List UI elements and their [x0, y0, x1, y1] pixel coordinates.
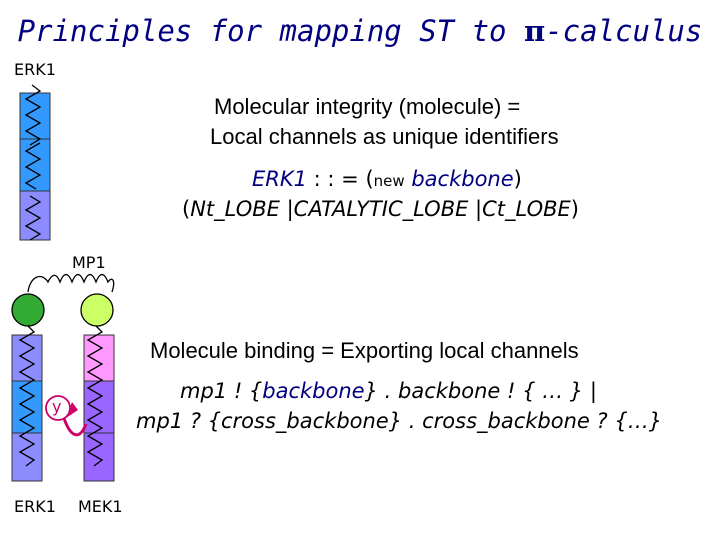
mek1-segment-3 [84, 433, 114, 481]
principle1-line2: Local channels as unique identifiers [210, 124, 559, 149]
mp1-definition-line1: mp1 ! {backbone} . backbone ! { … } | [180, 379, 597, 403]
erk1-definition-line2: (Nt_LOBE |CATALYTIC_LOBE |Ct_LOBE) [182, 197, 579, 221]
erk1-segment-1 [20, 93, 50, 139]
mp1-definition-line2: mp1 ? {cross_backbone} . cross_backbone ? {…} [136, 409, 663, 433]
mp1-coil [28, 275, 114, 293]
pi-symbol: π [523, 14, 546, 48]
principle1-line1: Molecular integrity (molecule) = [214, 94, 521, 119]
yellow-ball [81, 294, 113, 326]
erk1-molecule-top [20, 85, 50, 240]
y-site-label: y [52, 397, 62, 416]
erk1b-segment-1 [12, 335, 42, 381]
erk1-bottom-label: ERK1 [14, 497, 56, 516]
erk1b-segment-2 [12, 381, 42, 433]
page-title: Principles for mapping ST to π-calculus [17, 14, 703, 48]
principle2-text: Molecule binding = Exporting local channels [150, 338, 579, 363]
mek1-segment-1 [84, 335, 114, 381]
erk1-definition-line1: ERK1 : : = (new backbone) [252, 167, 522, 191]
mek1-molecule [84, 326, 114, 481]
mek1-label: MEK1 [78, 497, 123, 516]
erk1-molecule-bottom [12, 326, 42, 481]
erk1-top-label: ERK1 [14, 60, 56, 79]
green-ball [12, 294, 44, 326]
mp1-label: MP1 [72, 253, 106, 272]
erk1-segment-2 [20, 139, 50, 191]
